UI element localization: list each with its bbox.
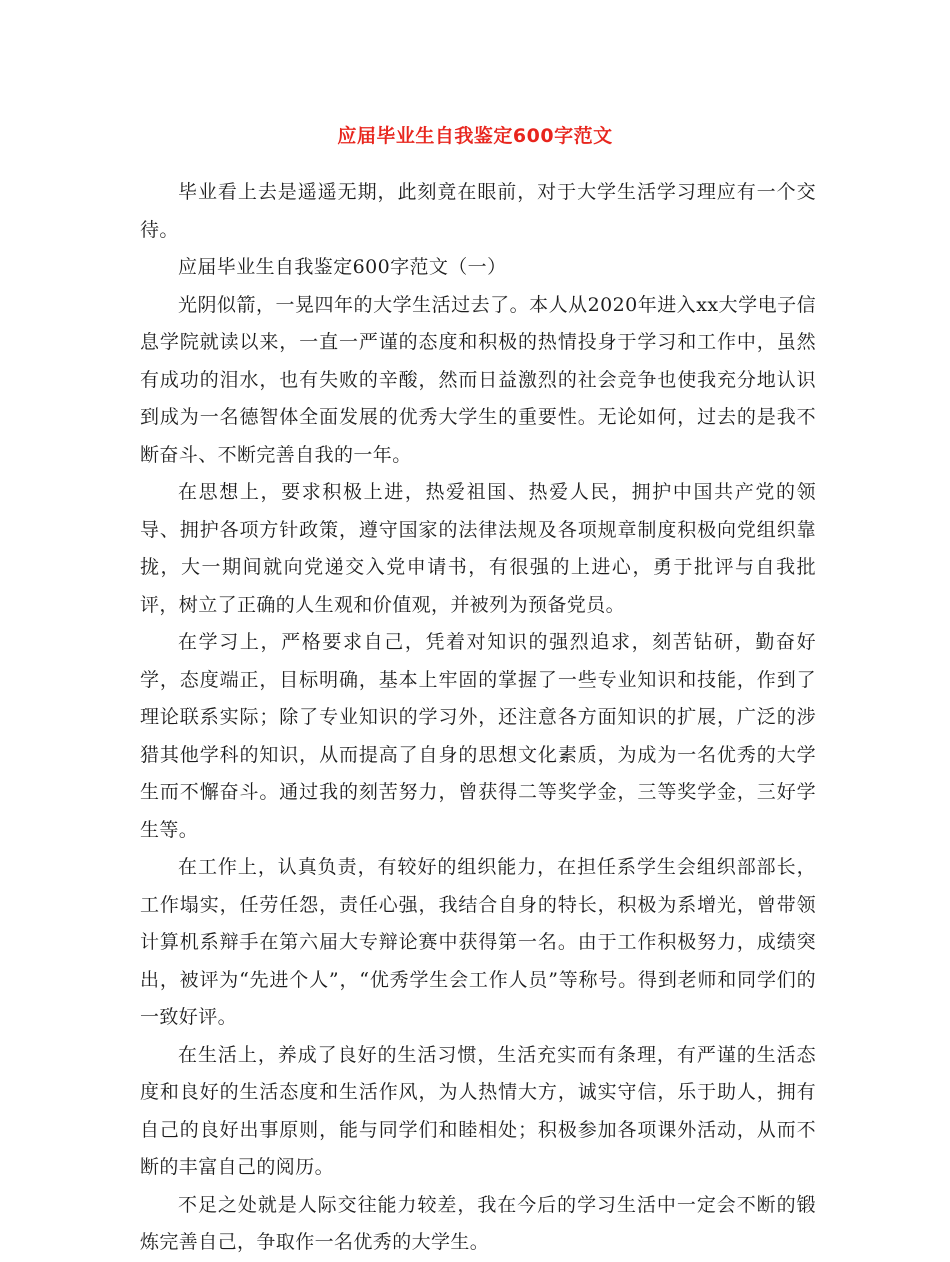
document-title: 应届毕业生自我鉴定600字范文 xyxy=(337,125,613,147)
paragraph-ideology: 在思想上，要求积极上进，热爱祖国、热爱人民，拥护中国共产党的领导、拥护各项方针政策，遵守国家的法律法规及各项规章制度积极向党组织靠拢，大一期间就向党递交入党申请书，有很强的上进心，勇于批评与自我批评，树立了正确的人生观和价值观，并被列为预备党员。 xyxy=(140,481,816,616)
paragraph-overview: 光阴似箭，一晃四年的大学生活过去了。本人从2020年进入xx大学电子信息学院就读以来，一直一严谨的态度和积极的热情投身于学习和工作中，虽然有成功的泪水，也有失败的辛酸，然而日益激烈的社会竞争也使我充分地认识到成为一名德智体全面发展的优秀大学生的重要性。无论如何，过去的是我不断奋斗、不断完善自我的一年。 xyxy=(140,293,816,466)
paragraph-work: 在工作上，认真负责，有较好的组织能力，在担任系学生会组织部部长，工作塌实，任劳任怨，责任心强，我结合自身的特长，积极为系增光，曾带领计算机系辩手在第六届大专辩论赛中获得第一名。由于工作积极努力，成绩突出，被评为“先进个人”，“优秀学生会工作人员”等称号。得到老师和同学们的一致好评。 xyxy=(140,856,816,1028)
paragraph-shortcomings: 不足之处就是人际交往能力较差，我在今后的学习生活中一定会不断的锻炼完善自己，争取作一名优秀的大学生。 xyxy=(140,1193,816,1253)
document-body xyxy=(140,174,816,1262)
paragraph-life: 在生活上，养成了良好的生活习惯，生活充实而有条理，有严谨的生活态度和良好的生活态度和生活作风，为人热情大方，诚实守信，乐于助人，拥有自己的良好出事原则，能与同学们和睦相处；积极参加各项课外活动，从而不断的丰富自己的阅历。 xyxy=(140,1043,816,1178)
paragraph-intro: 毕业看上去是遥遥无期，此刻竟在眼前，对于大学生活学习理应有一个交待。 xyxy=(140,181,816,241)
paragraph-study: 在学习上，严格要求自己，凭着对知识的强烈追求，刻苦钻研，勤奋好学，态度端正，目标明确，基本上牢固的掌握了一些专业知识和技能，作到了理论联系实际；除了专业知识的学习外，还注意各方面知识的扩展，广泛的涉猎其他学科的知识，从而提高了自身的思想文化素质，为成为一名优秀的大学生而不懈奋斗。通过我的刻苦努力，曾获得二等奖学金，三等奖学金，三好学生等。 xyxy=(140,631,816,841)
paragraph-subtitle: 应届毕业生自我鉴定600字范文（一） xyxy=(178,256,507,278)
